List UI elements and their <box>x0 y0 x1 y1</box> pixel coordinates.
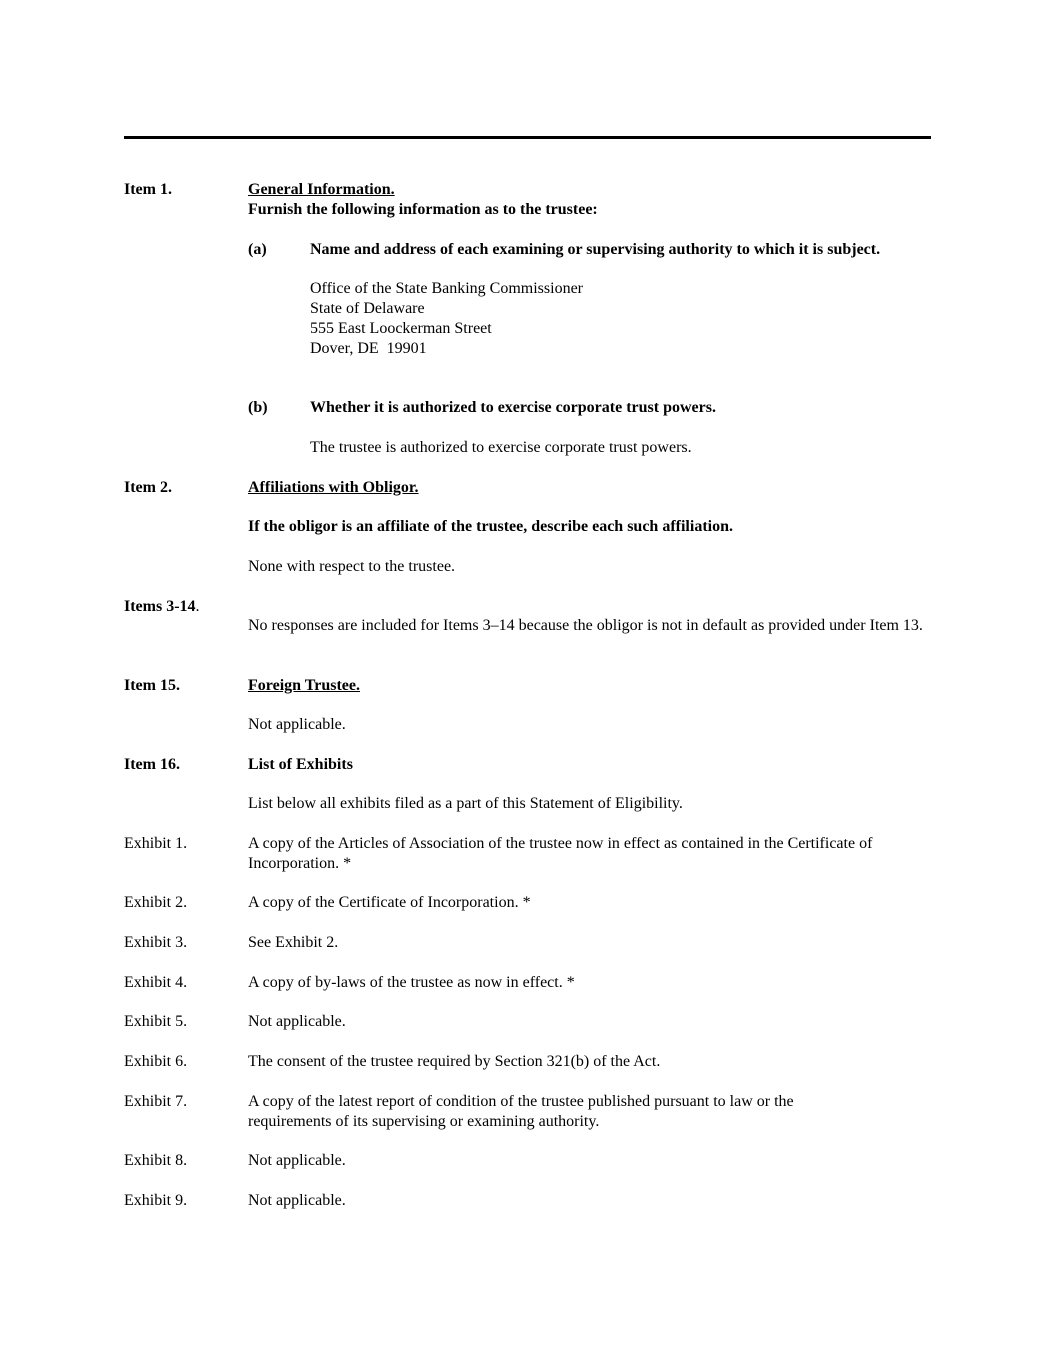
items3-14-label-text: Items 3-14 <box>124 598 196 615</box>
exhibit-text: A copy of the latest report of condition of the trustee published pursuant to law or the requirements of its supervising or examining authority. <box>248 1093 794 1130</box>
items3-14-label <box>124 597 200 617</box>
exhibit-label: Exhibit 5. <box>124 1013 188 1030</box>
item15-title: Foreign Trustee. <box>248 677 360 694</box>
item2-answer: None with respect to the trustee. <box>248 558 456 575</box>
item2-label: Item 2. <box>124 479 172 496</box>
exhibit-text: The consent of the trustee required by Section 321(b) of the Act. <box>248 1053 661 1070</box>
item1-title: General Information. <box>248 181 395 198</box>
address-line-4: Dover, DE 19901 <box>310 340 427 357</box>
item15-label: Item 15. <box>124 677 180 694</box>
exhibit-label: Exhibit 3. <box>124 934 188 951</box>
exhibit-label: Exhibit 9. <box>124 1192 188 1209</box>
item1b-answer: The trustee is authorized to exercise corporate trust powers. <box>310 439 692 456</box>
address-line-1: Office of the State Banking Commissioner <box>310 280 583 297</box>
item1a-question: Name and address of each examining or supervising authority to which it is subject. <box>310 241 881 258</box>
exhibit-text: A copy of the Certificate of Incorporation. * <box>248 894 531 911</box>
item1-label: Item 1. <box>124 181 172 198</box>
exhibit-label: Exhibit 7. <box>124 1093 188 1110</box>
item1a-marker: (a) <box>248 241 267 258</box>
exhibit-label: Exhibit 4. <box>124 974 188 991</box>
exhibit-text: Not applicable. <box>248 1192 346 1209</box>
item2-question: If the obligor is an affiliate of the trustee, describe each such affiliation. <box>248 518 733 535</box>
items3-14-label-period: . <box>195 598 200 615</box>
exhibit-label: Exhibit 2. <box>124 894 188 911</box>
item15-answer: Not applicable. <box>248 716 346 733</box>
exhibit-label: Exhibit 8. <box>124 1152 188 1169</box>
address-line-2: State of Delaware <box>310 300 425 317</box>
item1-instruction: Furnish the following information as to the trustee: <box>248 201 598 218</box>
exhibit-text: A copy of by-laws of the trustee as now in effect. * <box>248 974 575 991</box>
item16-title: List of Exhibits <box>248 756 353 773</box>
item1b-marker: (b) <box>248 399 268 416</box>
exhibit-text: A copy of the Articles of Association of the trustee now in effect as contained in the Certificate of Incorporation. * <box>248 835 873 872</box>
item16-label: Item 16. <box>124 756 180 773</box>
exhibit-label: Exhibit 1. <box>124 835 188 852</box>
exhibit-text: Not applicable. <box>248 1013 346 1030</box>
exhibit-label: Exhibit 6. <box>124 1053 188 1070</box>
item2-title: Affiliations with Obligor. <box>248 479 419 496</box>
item16-instruction: List below all exhibits filed as a part of this Statement of Eligibility. <box>248 795 683 812</box>
exhibit-text: Not applicable. <box>248 1152 346 1169</box>
items3-14-text: No responses are included for Items 3–14 because the obligor is not in default as provided under Item 13. <box>248 617 923 634</box>
exhibit-text: See Exhibit 2. <box>248 934 339 951</box>
item1b-question: Whether it is authorized to exercise corporate trust powers. <box>310 399 716 416</box>
header-rule <box>124 136 931 139</box>
address-line-3: 555 East Loockerman Street <box>310 320 492 337</box>
